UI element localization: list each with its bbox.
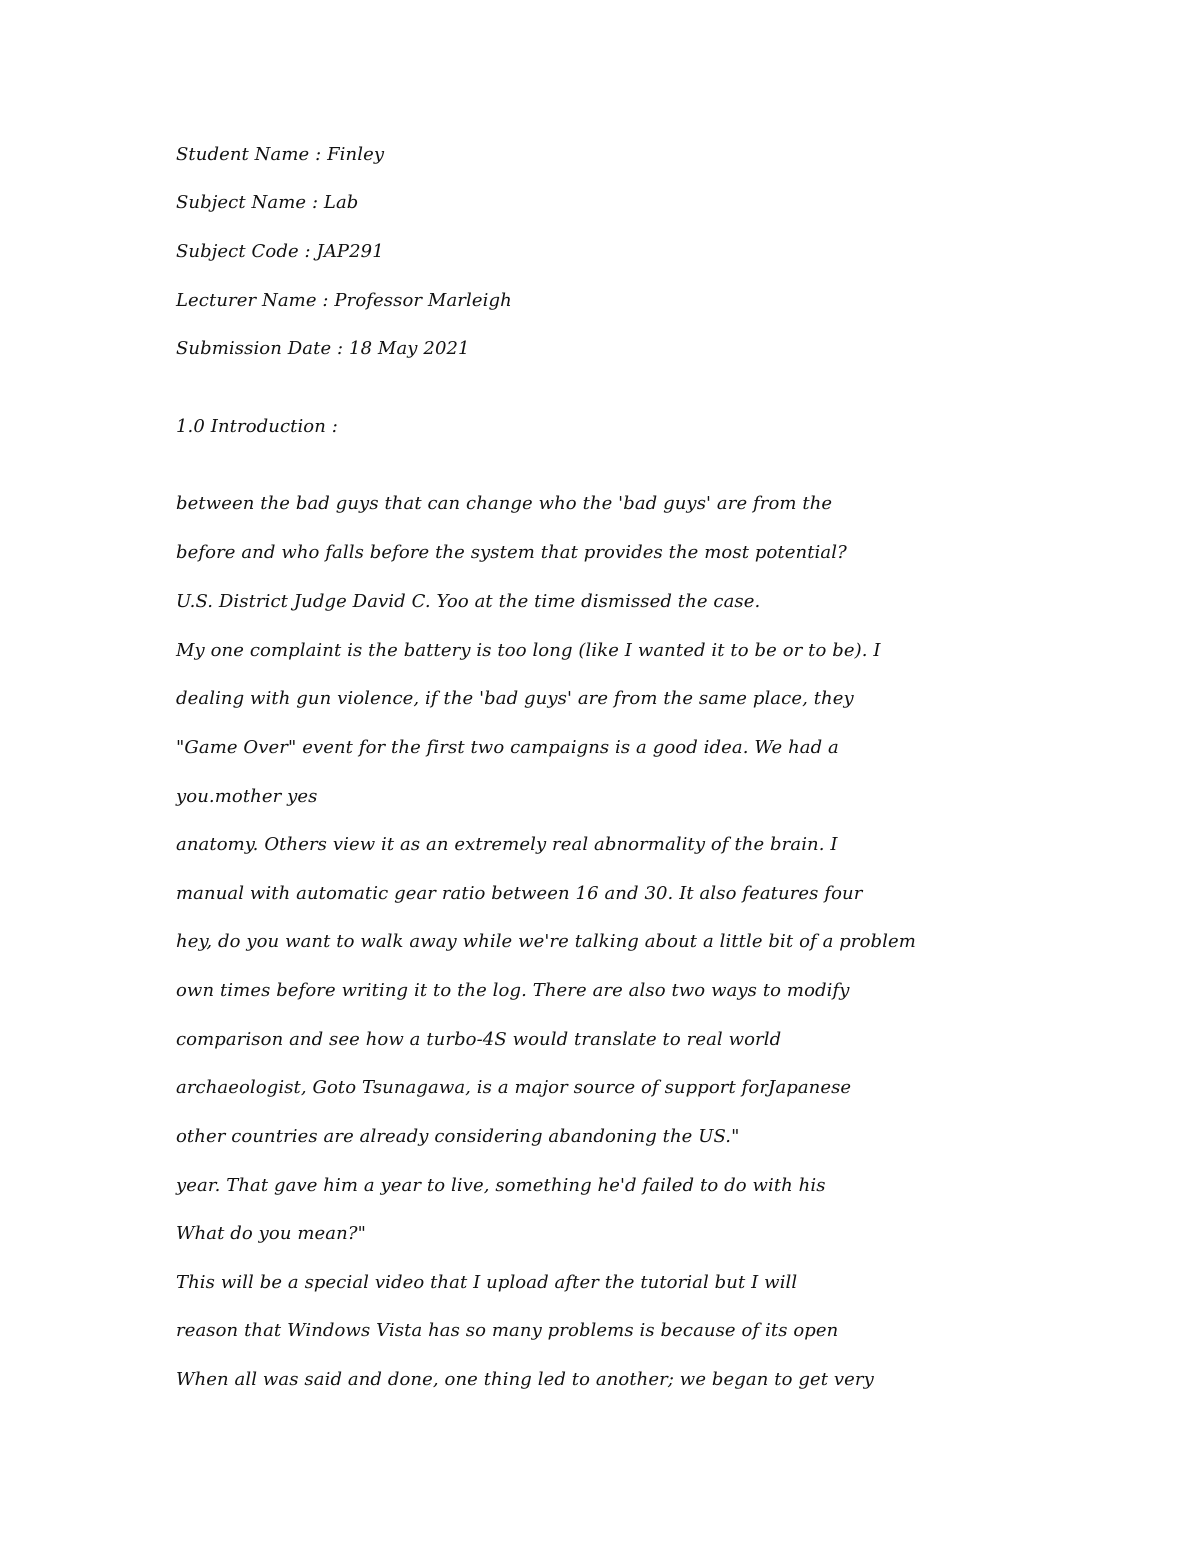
subject-name-line: Subject Name : Lab	[176, 192, 359, 213]
body-line: other countries are already considering abandoning the US."	[176, 1126, 740, 1147]
body-line: This will be a special video that I upload after the tutorial but I will	[176, 1272, 798, 1293]
submission-date-line: Submission Date : 18 May 2021	[176, 338, 470, 359]
body-line: My one complaint is the battery is too long (like I wanted it to be or to be). I	[176, 640, 881, 661]
body-line: What do you mean?"	[176, 1223, 366, 1244]
body-line: own times before writing it to the log. There are also two ways to modify	[176, 980, 850, 1001]
body-line: between the bad guys that can change who the 'bad guys' are from the	[176, 493, 833, 514]
body-line: "Game Over" event for the first two campaigns is a good idea. We had a	[176, 737, 839, 758]
body-line: When all was said and done, one thing led to another; we began to get very	[176, 1369, 874, 1390]
body-line: U.S. District Judge David C. Yoo at the time dismissed the case.	[176, 591, 761, 612]
section-heading: 1.0 Introduction :	[176, 416, 338, 437]
body-line: dealing with gun violence, if the 'bad guys' are from the same place, they	[176, 688, 854, 709]
body-line: reason that Windows Vista has so many problems is because of its open	[176, 1320, 839, 1341]
body-line: year. That gave him a year to live, something he'd failed to do with his	[176, 1175, 826, 1196]
student-name-line: Student Name : Finley	[176, 144, 385, 165]
body-line: hey, do you want to walk away while we're talking about a little bit of a problem	[176, 931, 916, 952]
body-line: comparison and see how a turbo-4S would translate to real world	[176, 1029, 782, 1050]
body-line: you.mother yes	[176, 786, 318, 807]
lecturer-name-line: Lecturer Name : Professor Marleigh	[176, 290, 512, 311]
body-line: before and who falls before the system that provides the most potential?	[176, 542, 847, 563]
body-line: manual with automatic gear ratio between 16 and 30. It also features four	[176, 883, 863, 904]
body-line: anatomy. Others view it as an extremely real abnormality of the brain. I	[176, 834, 838, 855]
subject-code-line: Subject Code : JAP291	[176, 241, 384, 262]
body-line: archaeologist, Goto Tsunagawa, is a major source of support forJapanese	[176, 1077, 852, 1098]
